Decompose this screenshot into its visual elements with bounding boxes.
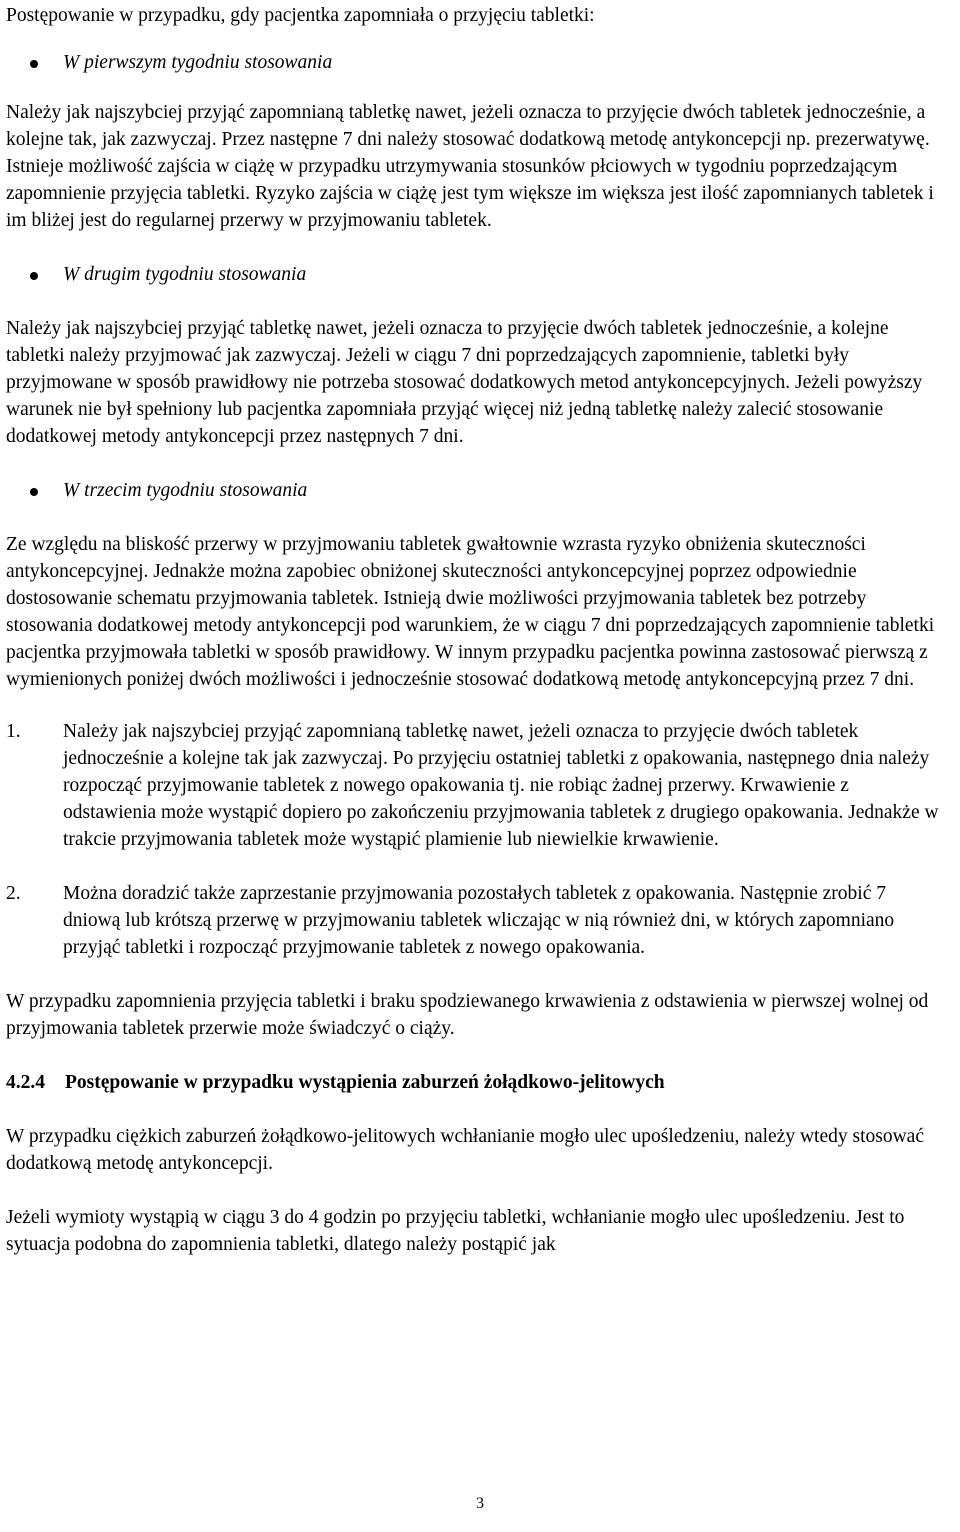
week2-heading xyxy=(6,261,946,288)
section-number: 4.2.4 xyxy=(6,1072,45,1093)
page-number: 3 xyxy=(476,1495,484,1512)
week3-heading-text: W trzecim tygodniu stosowania xyxy=(63,480,308,501)
section-heading xyxy=(6,1069,946,1096)
week1-heading xyxy=(6,49,946,76)
list-item-number: 2. xyxy=(6,883,21,904)
list-item-text: Należy jak najszybciej przyjąć zapomnianą tabletkę nawet, jeżeli oznacza to przyjęcie dwóch tabletek jednocześnie a kolejne tak jak zazwyczaj. Po przyjęciu ostatniej tabletki z opakowania, następnego dnia należy rozpocząć przyjmowanie tabletek z nowego opakowania tj. nie robiąc żadnej przerwy. Krwawienie z odstawienia może wystąpić dopiero po zakończeniu przyjmowania tabletek z drugiego opakowania. Jednakże w trakcie przyjmowania tabletek może wystąpić plamienie lub niewielkie krwawienie. xyxy=(63,721,939,850)
week2-paragraph: Należy jak najszybciej przyjąć tabletkę nawet, jeżeli oznacza to przyjęcie dwóch tabletek jednocześnie, a kolejne tabletki należy przyjmować jak zazwyczaj. Jeżeli w ciągu 7 dni poprzedzających zapomnienie, tabletki były przyjmowane w sposób prawidłowy nie potrzeba stosować dodatkowych metod antykoncepcyjnych. Jeżeli powyższy warunek nie był spełniony lub pacjentka zapomniała przyjąć więcej niż jedną tabletkę należy zalecić stosowanie dodatkowej metody antykoncepcji przez następnych 7 dni. xyxy=(6,318,923,447)
intro-text: Postępowanie w przypadku, gdy pacjentka zapomniała o przyjęciu tabletki: xyxy=(6,5,595,26)
gi-paragraph: W przypadku ciężkich zaburzeń żołądkowo-jelitowych wchłanianie mogło ulec upośledzeniu, należy wtedy stosować dodatkową metodę antykoncepcji. xyxy=(6,1126,924,1174)
week3-heading xyxy=(6,477,946,504)
bullet-icon xyxy=(30,488,38,496)
week2-heading-text: W drugim tygodniu stosowania xyxy=(63,264,307,285)
week1-heading-text: W pierwszym tygodniu stosowania xyxy=(63,52,333,73)
list-item-text: Można doradzić także zaprzestanie przyjmowania pozostałych tabletek z opakowania. Następnie zrobić 7 dniową lub krótszą przerwę w przyjmowaniu tabletek wliczając w nią również dni, w których zapomniano przyjąć tabletki i rozpocząć przyjmowanie tabletek z nowego opakowania. xyxy=(63,883,895,958)
list-item-number: 1. xyxy=(6,721,21,742)
week1-paragraph: Należy jak najszybciej przyjąć zapomnianą tabletkę nawet, jeżeli oznacza to przyjęcie dwóch tabletek jednocześnie, a kolejne tak, jak zazwyczaj. Przez następne 7 dni należy stosować dodatkową metodę antykoncepcji np. prezerwatywę. Istnieje możliwość zajścia w ciążę w przypadku utrzymywania stosunków płciowych w tygodniu poprzedzającym zapomnienie przyjęcia tabletki. Ryzyko zajścia w ciążę jest tym większe im większa jest ilość zapomnianych tabletek i im bliżej jest do regularnej przerwy w przyjmowaniu tabletek. xyxy=(6,102,934,231)
week3-paragraph: Ze względu na bliskość przerwy w przyjmowaniu tabletek gwałtownie wzrasta ryzyko obniżenia skuteczności antykoncepcyjnej. Jednakże można zapobiec obniżonej skuteczności antykoncepcyjnej poprzez odpowiednie dostosowanie schematu przyjmowania tabletek. Istnieją dwie możliwości przyjmowania tabletek bez potrzeby stosowania dodatkowej metody antykoncepcji pod warunkiem, że w ciągu 7 dni poprzedzających zapomnienie tabletki pacjentka przyjmowała tabletki w sposób prawidłowy. W innym przypadku pacjentka powinna zastosować pierwszą z wymienionych poniżej dwóch możliwości i jednocześnie stosować dodatkową metodę antykoncepcyjną przez 7 dni. xyxy=(6,534,935,690)
bullet-icon xyxy=(30,60,38,68)
options-list xyxy=(6,718,946,961)
list-item xyxy=(6,880,946,961)
bullet-icon xyxy=(30,272,38,280)
section-title: Postępowanie w przypadku wystąpienia zaburzeń żołądkowo-jelitowych xyxy=(65,1072,665,1093)
pregnancy-note: W przypadku zapomnienia przyjęcia tabletki i braku spodziewanego krwawienia z odstawienia w pierwszej wolnej od przyjmowania tabletek przerwie może świadczyć o ciąży. xyxy=(6,991,929,1039)
gi-paragraph: Jeżeli wymioty wystąpią w ciągu 3 do 4 godzin po przyjęciu tabletki, wchłanianie mogło ulec upośledzeniu. Jest to sytuacja podobna do zapomnienia tabletki, dlatego należy postąpić jak xyxy=(6,1207,905,1255)
list-item xyxy=(6,718,946,853)
